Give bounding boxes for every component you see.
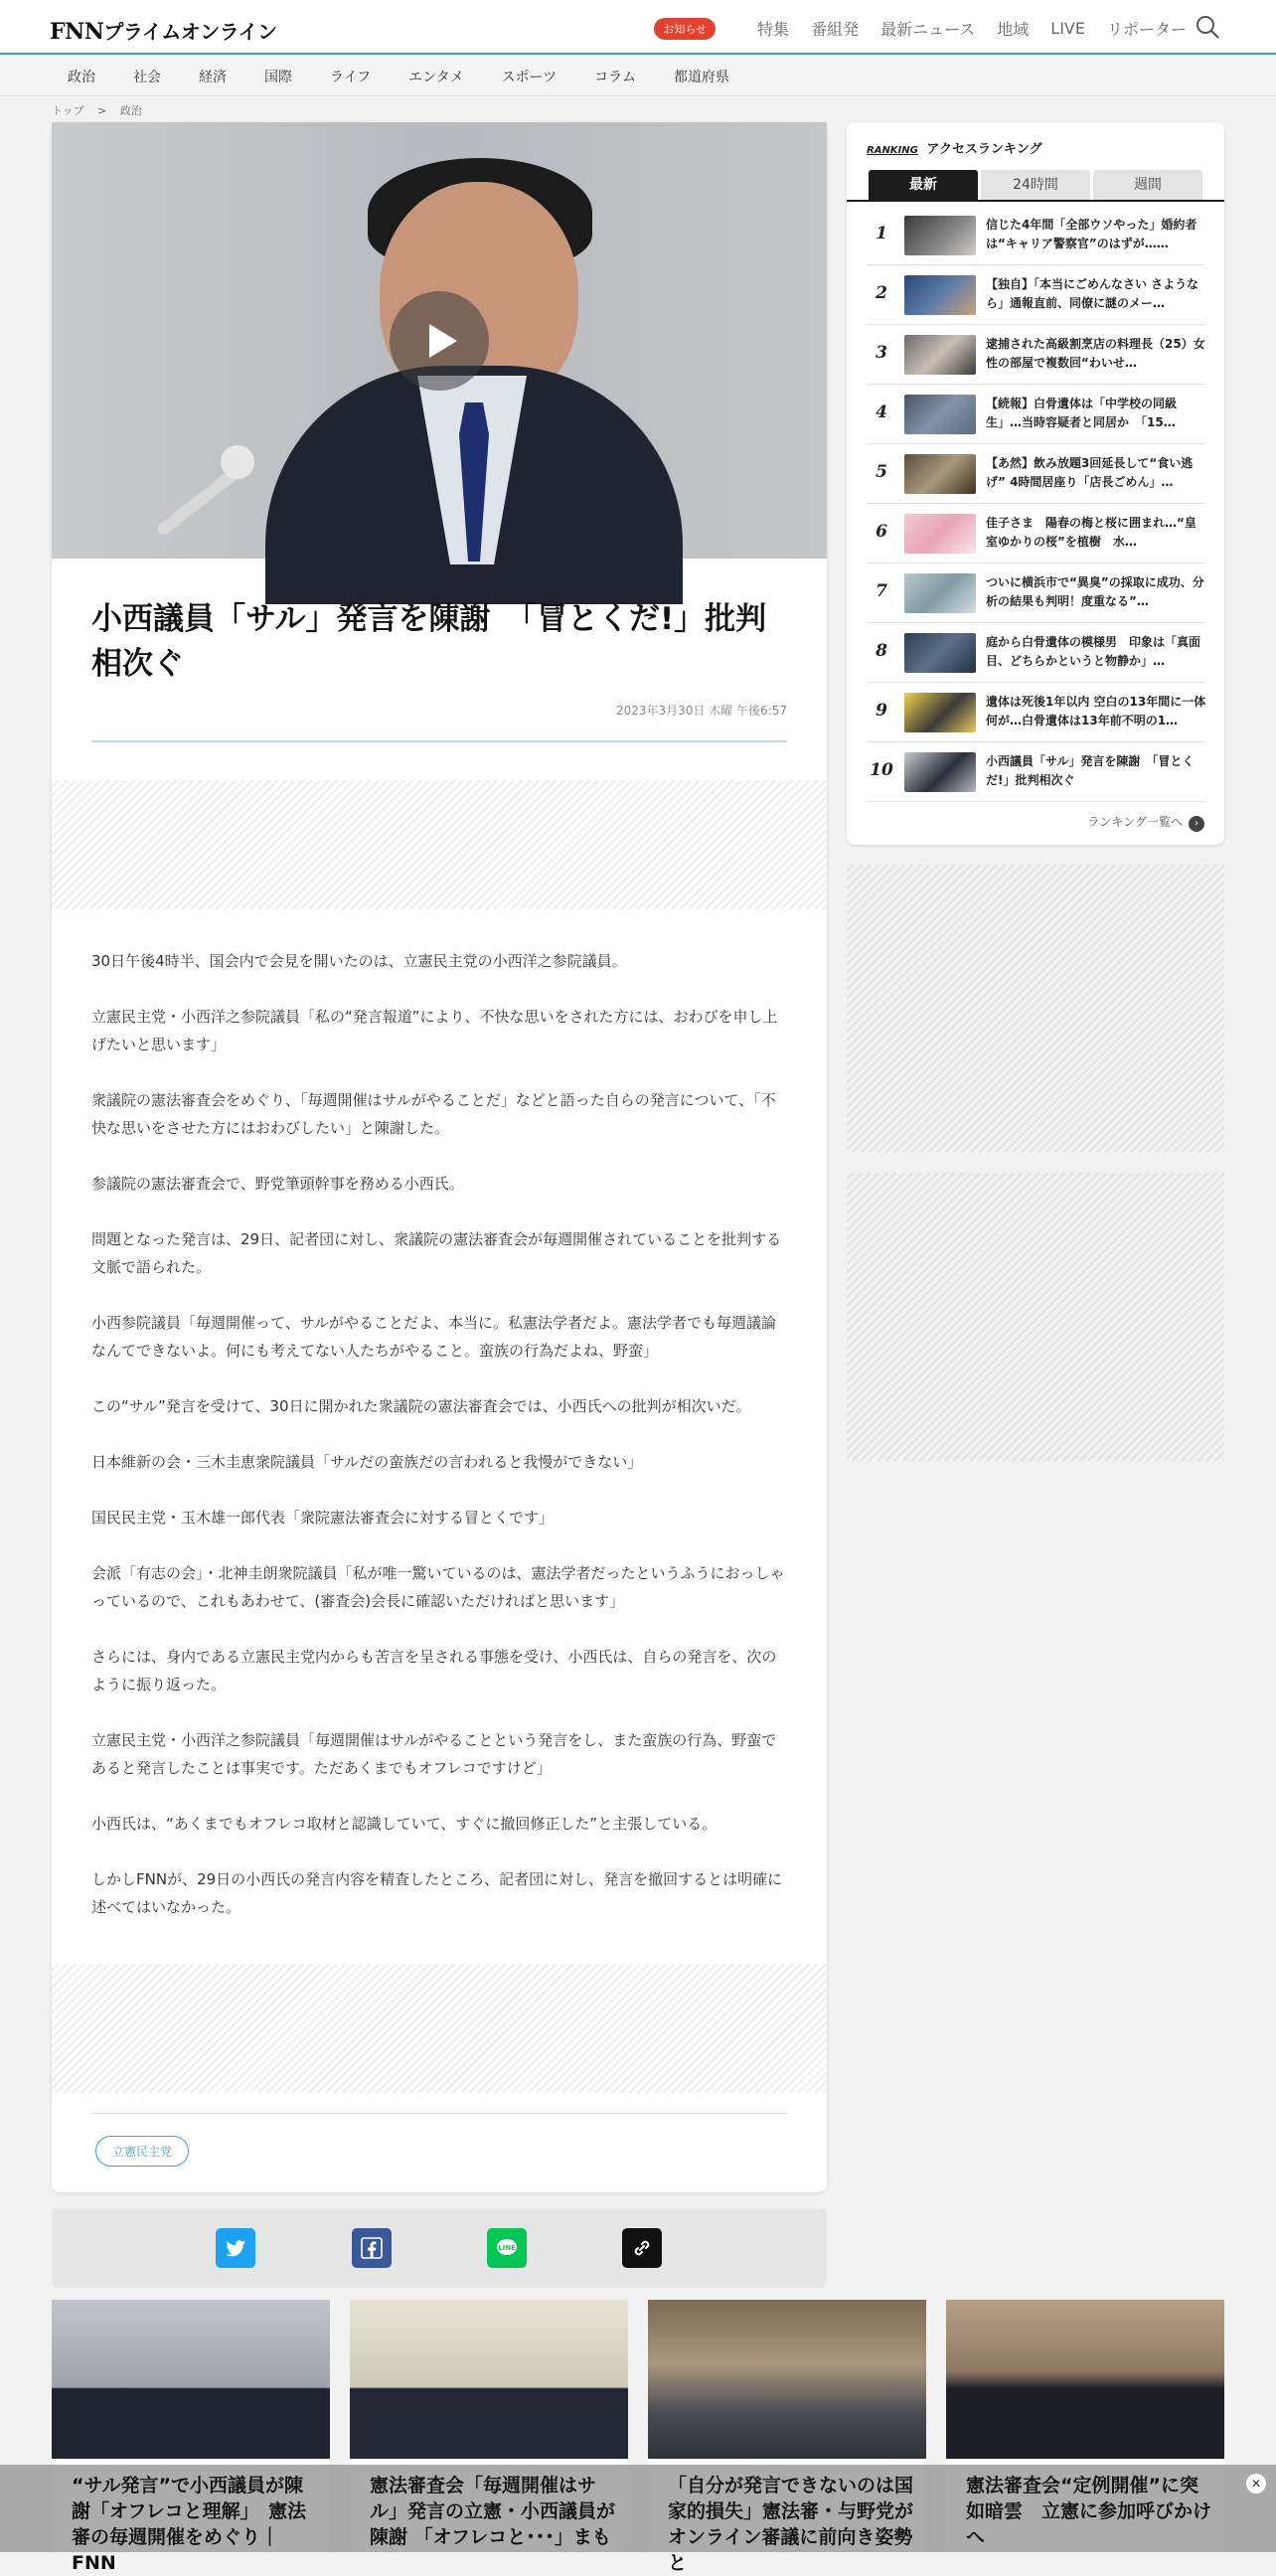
paragraph: しかしFNNが、29日の小西氏の発言内容を精査したところ、記者団に対し、発言を撤回するとは明確に述べてはいなかった。 (91, 1870, 783, 1916)
line-share-button[interactable] (487, 2228, 527, 2268)
rank-number: 7 (876, 581, 887, 601)
link-icon (630, 2236, 654, 2260)
article-title: 小西議員「サル」発言を陳謝 「冒とくだ!」批判相次ぐ (91, 601, 767, 682)
ad-placeholder-bottom (52, 1964, 827, 2093)
tag-cdp[interactable]: 立憲民主党 (95, 2136, 189, 2167)
side-ad-placeholder-2 (847, 1173, 1224, 1461)
ranking-thumbnail (904, 395, 976, 434)
rank-number: 1 (876, 224, 887, 243)
paragraph: 会派「有志の会」・北神圭朗衆院議員「私が唯一驚いているのは、憲法学者だったというふうにおっしゃっているので、これもあわせて、(審査会)会長に確認いただければと思います」 (91, 1564, 785, 1610)
ranking-headline: 【続報】白骨遺体は「中学校の同級生」…当時容疑者と同居か 「15… (986, 397, 1178, 429)
ranking-more-label: ランキング一覧へ (1087, 815, 1183, 829)
rank-number: 4 (876, 402, 887, 422)
category-entertainment[interactable]: エンタメ (408, 70, 464, 85)
related-thumbnail (648, 2300, 926, 2459)
ranking-thumbnail (904, 275, 976, 315)
chevron-right-icon: › (1189, 816, 1204, 832)
ranking-more-link[interactable] (1087, 813, 1204, 832)
category-prefectures[interactable]: 都道府県 (673, 70, 729, 85)
rank-number: 10 (870, 760, 893, 780)
line-icon (495, 2236, 519, 2260)
logo-text: プライムオンライン (103, 20, 277, 44)
nav-feature[interactable]: 特集 (757, 20, 790, 39)
facebook-share-button[interactable] (352, 2228, 392, 2268)
related-title[interactable]: 「自分が発言できないのは国家的損失」憲法審・与野党がオンライン審議に前向き姿勢と (668, 2475, 914, 2574)
rank-number: 2 (876, 283, 887, 303)
close-icon[interactable]: ✕ (1246, 2474, 1266, 2494)
rank-number: 3 (876, 343, 887, 363)
paragraph: 衆議院の憲法審査会をめぐり、「毎週開催はサルがやることだ」などと語った自らの発言について、「不快な思いをさせた方にはおわびしたい」と陳謝した。 (91, 1091, 776, 1137)
category-international[interactable]: 国際 (264, 70, 292, 85)
rank-number: 9 (876, 701, 887, 721)
category-economy[interactable]: 経済 (199, 70, 227, 85)
nav-live[interactable]: LIVE (1050, 19, 1085, 38)
ranking-item[interactable] (867, 325, 1204, 385)
related-title[interactable]: 憲法審査会“定例開催”に突如暗雲 立憲に参加呼びかけへ (966, 2475, 1212, 2548)
category-politics[interactable]: 政治 (68, 70, 95, 85)
ranking-thumbnail (904, 216, 976, 255)
ranking-item[interactable] (867, 444, 1204, 504)
breadcrumb (52, 102, 152, 118)
category-nav (0, 57, 1276, 96)
ranking-item[interactable] (867, 623, 1204, 683)
ranking-headline: 小西議員「サル」発言を陳謝 「冒とくだ!」批判相次ぐ (986, 754, 1195, 787)
paragraph: 参議院の憲法審査会で、野党筆頭幹事を務める小西氏。 (91, 1175, 464, 1193)
paragraph: 立憲民主党・小西洋之参院議員「私の“発言報道”により、不快な思いをされた方には、おわびを申し上げたいと思います」 (91, 1008, 778, 1053)
rank-number: 8 (876, 641, 887, 661)
ranking-item[interactable] (867, 564, 1204, 623)
tab-underline (847, 200, 1224, 202)
microphone-head (221, 445, 254, 479)
ranking-list (867, 206, 1204, 802)
notice-badge[interactable]: お知らせ (654, 18, 716, 40)
ranking-heading (867, 138, 1042, 157)
ranking-headline: ついに横浜市で“異臭”の採取に成功、分析の結果も判明！度重なる”… (986, 575, 1204, 608)
category-sports[interactable]: スポーツ (501, 70, 558, 85)
article-card (52, 122, 827, 2192)
article-date: 2023年3月30日 木曜 午後6:57 (615, 704, 787, 718)
tag-divider (91, 2113, 787, 2114)
ranking-tabs (869, 170, 1202, 200)
paragraph: 30日午後4時半、国会内で会見を開いたのは、立憲民主党の小西洋之参院議員。 (91, 952, 627, 970)
category-life[interactable]: ライフ (330, 70, 372, 85)
ranking-item[interactable] (867, 504, 1204, 564)
nav-latest-news[interactable]: 最新ニュース (880, 20, 976, 39)
ranking-item[interactable] (867, 385, 1204, 444)
paragraph: 問題となった発言は、29日、記者団に対し、衆議院の憲法審査会が毎週開催されていることを批判する文脈で語られた。 (91, 1230, 782, 1276)
paragraph: 立憲民主党・小西洋之参院議員「毎週開催はサルがやることという発言をし、また蛮族の行為、野蛮であると発言したことは事実です。ただあくまでもオフレコですけど」 (91, 1731, 777, 1777)
ranking-headline: 佳子さま 陽春の梅と桜に囲まれ…“皇室ゆかりの桜”を植樹 水… (986, 516, 1196, 549)
ranking-badge: RANKING (867, 145, 918, 156)
paragraph: 日本維新の会・三木圭恵衆院議員「サルだの蛮族だの言われると我慢ができない」 (91, 1453, 643, 1471)
top-nav (654, 17, 1187, 40)
title-divider (91, 740, 787, 742)
ranking-title: アクセスランキング (926, 142, 1042, 157)
tab-24h[interactable]: 24時間 (981, 170, 1090, 200)
related-thumbnail (350, 2300, 628, 2459)
breadcrumb-home[interactable]: トップ (52, 104, 84, 117)
play-button-icon[interactable] (390, 291, 489, 391)
rank-number: 6 (876, 522, 887, 542)
ranking-thumbnail (904, 514, 976, 554)
logo-fnn: FNN (50, 19, 104, 45)
breadcrumb-separator: > (97, 104, 107, 117)
ranking-panel (847, 122, 1224, 845)
twitter-share-button[interactable] (216, 2228, 255, 2268)
paragraph: この“サル”発言を受けて、30日に開かれた衆議院の憲法審査会では、小西氏への批判が相次いだ。 (91, 1397, 751, 1415)
ad-placeholder-top (52, 780, 827, 909)
side-ad-placeholder-1 (847, 865, 1224, 1153)
svg-text:LINE: LINE (498, 2244, 516, 2252)
ranking-item[interactable] (867, 206, 1204, 265)
copy-link-button[interactable] (622, 2228, 662, 2268)
paragraph: 小西氏は、“あくまでもオフレコ取材と認識していて、すぐに撤回修正した”と主張している。 (91, 1815, 718, 1833)
share-bar (52, 2208, 827, 2288)
facebook-icon (360, 2236, 384, 2260)
rank-number: 5 (876, 462, 887, 482)
site-header (0, 0, 1276, 55)
ranking-headline: 庭から白骨遺体の模様男 印象は「真面目、どちらかというと物静か」… (986, 635, 1201, 668)
site-logo[interactable] (50, 16, 277, 45)
tab-latest[interactable]: 最新 (869, 170, 978, 200)
search-icon[interactable] (1195, 14, 1220, 40)
related-thumbnail (52, 2300, 330, 2459)
ranking-thumbnail (904, 693, 976, 732)
ranking-item[interactable] (867, 683, 1204, 742)
ranking-item[interactable] (867, 265, 1204, 325)
breadcrumb-current[interactable]: 政治 (119, 104, 142, 117)
ranking-thumbnail (904, 335, 976, 375)
ranking-headline: 信じた4年間「全部ウソやった」婚約者は“キャリア警察官”のはずが…… (986, 218, 1197, 250)
paragraph: 小西参院議員「毎週開催って、サルがやることだよ、本当に。私憲法学者だよ。憲法学者でも毎週議論なんてできないよ。何にも考えてない人たちがやること。蛮族の行為だよね、野蛮」 (91, 1314, 776, 1360)
tab-weekly[interactable]: 週間 (1093, 170, 1202, 200)
ranking-headline: 遺体は死後1年以内 空白の13年間に一体何が…白骨遺体は13年前不明の1… (986, 695, 1206, 727)
related-thumbnail (946, 2300, 1224, 2459)
video-thumbnail[interactable] (52, 122, 827, 559)
ranking-thumbnail (904, 752, 976, 792)
ranking-thumbnail (904, 573, 976, 613)
nav-reporter[interactable]: リポーター (1106, 20, 1187, 39)
paragraph: さらには、身内である立憲民主党内からも苦言を呈される事態を受け、小西氏は、自らの発言を、次のように振り返った。 (91, 1648, 777, 1693)
related-title[interactable]: “サル発言”で小西議員が陳謝「オフレコと理解」 憲法審の毎週開催をめぐり｜FNN (72, 2475, 307, 2574)
ranking-thumbnail (904, 454, 976, 494)
ranking-headline: 【独自】「本当にごめんなさい さようなら」通報直前、同僚に謎のメー… (986, 277, 1199, 310)
nav-region[interactable]: 地域 (997, 20, 1030, 39)
ranking-item[interactable] (867, 742, 1204, 802)
paragraph: 国民民主党・玉木雄一郎代表「衆院憲法審査会に対する冒とくです」 (91, 1509, 555, 1527)
ranking-thumbnail (904, 633, 976, 673)
twitter-icon (224, 2236, 247, 2260)
nav-programs[interactable]: 番組発 (811, 20, 860, 39)
ranking-headline: 逮捕された高級割烹店の料理長（25）女性の部屋で複数回“わいせ… (986, 337, 1205, 370)
related-title[interactable]: 憲法審査会「毎週開催はサル」発言の立憲・小西議員が陳謝 「オフレコと･･･」まも (370, 2475, 616, 2548)
article-body (91, 947, 787, 1949)
category-column[interactable]: コラム (594, 70, 636, 85)
category-society[interactable]: 社会 (133, 70, 161, 85)
ranking-headline: 【あ然】飲み放題3回延長して“食い逃げ” 4時間居座り「店長ごめん」… (986, 456, 1194, 489)
